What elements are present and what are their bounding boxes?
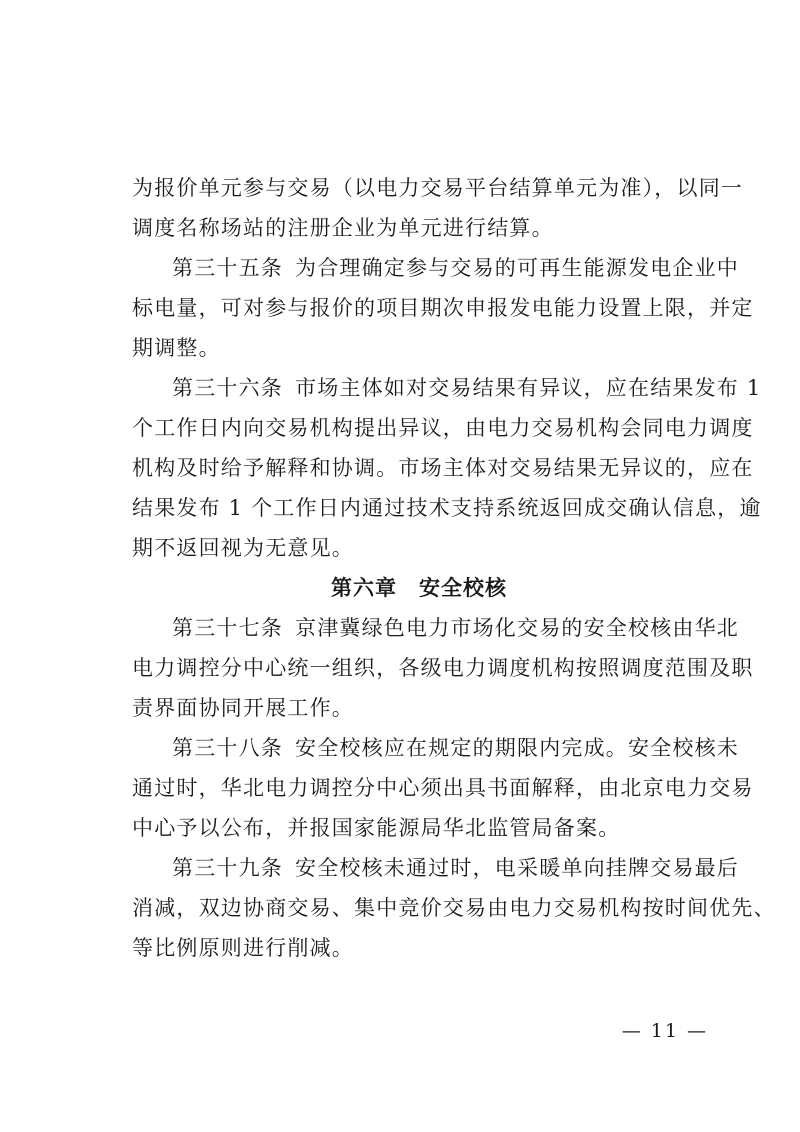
line-text: 通过时，华北电力调控分中心须出具书面解释，由北京电力交易 xyxy=(132,776,754,800)
line-text: 市场主体如对交易结果有异议，应在结果发布 1 xyxy=(295,376,762,400)
text-line xyxy=(132,448,754,488)
text-line xyxy=(132,808,706,848)
line-text: 为报价单元参与交易（以电力交易平台结算单元为准），以同一 xyxy=(132,176,744,200)
article-line xyxy=(132,848,739,888)
line-text: 安全校核应在规定的期限内完成。安全校核未 xyxy=(295,736,739,760)
text-line xyxy=(132,208,706,248)
article-number: 第三十九条 xyxy=(172,856,283,880)
text-line xyxy=(132,648,754,688)
article-number: 第三十五条 xyxy=(172,256,283,280)
text-line xyxy=(132,408,754,448)
text-line xyxy=(132,328,706,368)
line-text: 消减，双边协商交易、集中竞价交易由电力交易机构按时间优先、 xyxy=(132,896,776,920)
line-text: 中心予以公布，并报国家能源局华北监管局备案。 xyxy=(132,816,621,840)
chapter-heading: 第六章 安全校核 xyxy=(331,576,507,600)
line-text: 京津冀绿色电力市场化交易的安全校核由华北 xyxy=(295,616,739,640)
line-text: 标电量，可对参与报价的项目期次申报发电能力设置上限，并定 xyxy=(132,296,754,320)
article-number: 第三十八条 xyxy=(172,736,283,760)
line-text: 期调整。 xyxy=(132,336,221,360)
article-number: 第三十七条 xyxy=(172,616,283,640)
page-number: — 11 — xyxy=(621,1020,708,1042)
article-line xyxy=(132,728,739,768)
text-line xyxy=(132,488,762,528)
article-line xyxy=(132,368,762,408)
line-text: 机构及时给予解释和协调。市场主体对交易结果无异议的，应在 xyxy=(132,456,754,480)
line-text: 等比例原则进行削减。 xyxy=(132,936,354,960)
line-text: 结果发布 1 个工作日内通过技术支持系统返回成交确认信息，逾 xyxy=(132,496,762,520)
text-line xyxy=(132,168,744,208)
document-body xyxy=(132,168,776,968)
line-text: 责界面协同开展工作。 xyxy=(132,696,354,720)
line-text: 调度名称场站的注册企业为单元进行结算。 xyxy=(132,216,554,240)
text-line xyxy=(132,888,776,928)
line-text: 电力调控分中心统一组织，各级电力调度机构按照调度范围及职 xyxy=(132,656,754,680)
text-line xyxy=(132,768,754,808)
article-line xyxy=(132,608,739,648)
line-text: 个工作日内向交易机构提出异议，由电力交易机构会同电力调度 xyxy=(132,416,754,440)
article-number: 第三十六条 xyxy=(172,376,283,400)
text-line xyxy=(132,688,706,728)
article-line xyxy=(132,248,739,288)
line-text: 期不返回视为无意见。 xyxy=(132,536,354,560)
text-line xyxy=(132,528,706,568)
line-text: 安全校核未通过时，电采暖单向挂牌交易最后 xyxy=(295,856,739,880)
line-text: 为合理确定参与交易的可再生能源发电企业中 xyxy=(295,256,739,280)
text-line xyxy=(132,288,754,328)
text-line xyxy=(132,928,706,968)
